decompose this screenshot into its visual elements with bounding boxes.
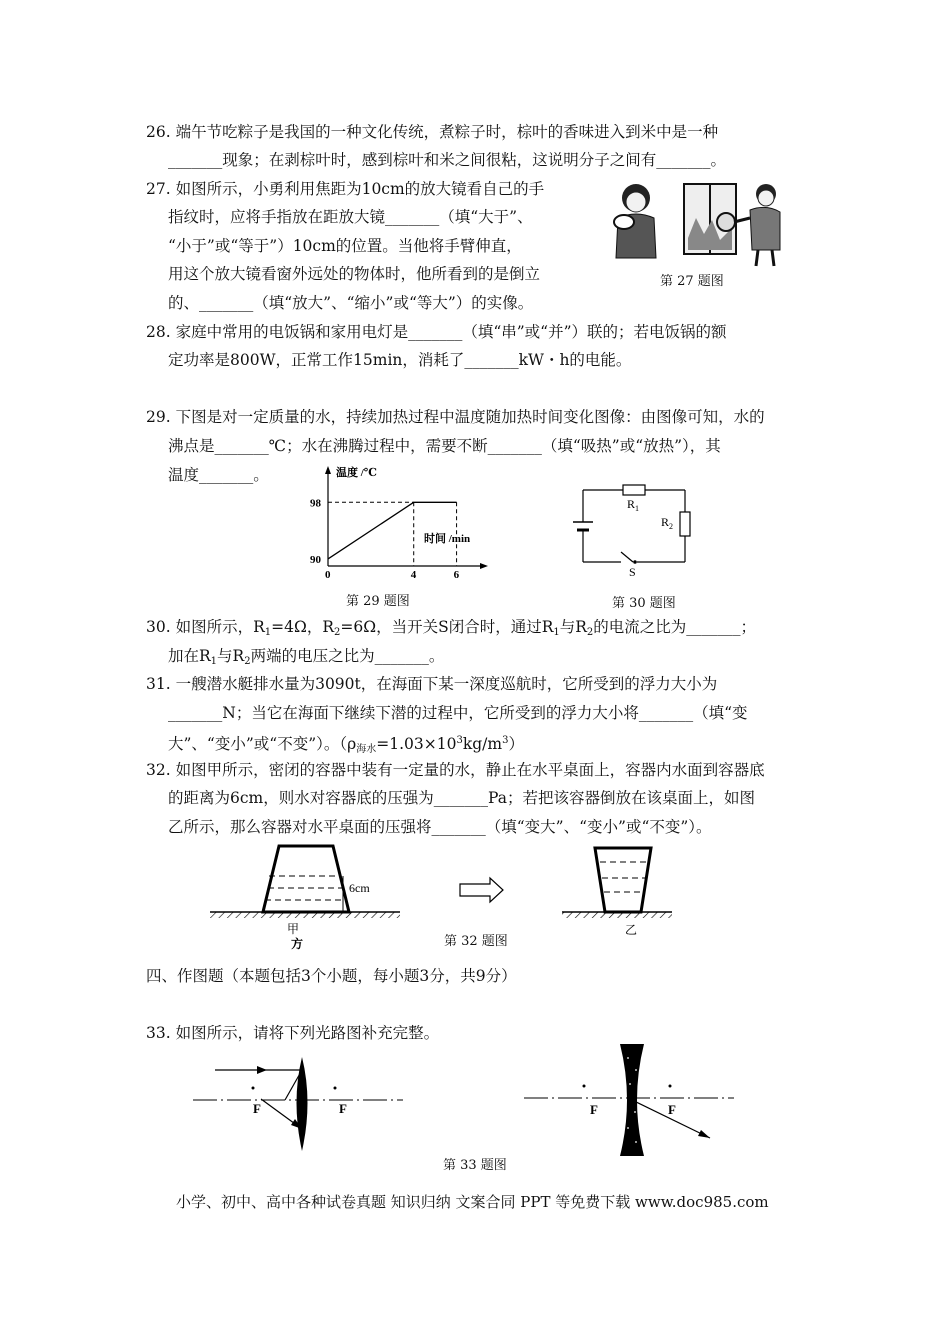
- q31-line-3: 大”、“变小”或“不变”）。$(\rho_{海水}=1.03\times 10^3kg/m^3)$: [168, 735, 524, 755]
- q29-line-2: 沸点是_______℃；水在沸腾过程中，需要不断_______（填“吸热”或“放热”），其: [168, 437, 721, 455]
- footer: 小学、初中、高中各种试卷真题 知识归纳 文案合同 PPT 等免费下载 www.doc985.com: [176, 1193, 769, 1211]
- container-jia: [263, 846, 349, 912]
- q27-line-5: 的、_______（填“放大”、“缩小”或“等大”）的实像。: [168, 294, 534, 312]
- focus-left: F: [590, 1102, 598, 1117]
- q26-line-1: 26. 端午节吃粽子是我国的一种文化传统，煮粽子时，棕叶的香味进入到米中是一种: [146, 123, 719, 141]
- q29-caption: 第 29 题图: [346, 594, 410, 609]
- series-line: [328, 502, 457, 559]
- section-4-heading: 四、作图题（本题包括3个小题，每小题3分，共9分）: [146, 967, 517, 985]
- q32-line-3: 乙所示，那么容器对水平桌面的压强将_______（填“变大”、“变小”或“不变”）。: [168, 818, 712, 836]
- q29-line-3: 温度_______。: [168, 466, 269, 484]
- q29-line-1: 29. 下图是对一定质量的水，持续加热过程中温度随加热时间变化图像：由图像可知，水的: [146, 408, 765, 426]
- q31-line-2: _______N；当它在海面下继续下潜的过程中，它所受到的浮力大小将_______（填“变: [168, 704, 748, 722]
- arrow-icon: [460, 878, 503, 902]
- q30-caption: 第 30 题图: [612, 596, 676, 611]
- y-tick-label: 90: [310, 553, 321, 566]
- y-tick-label: 98: [310, 497, 321, 510]
- label-r1: $R_1$: [627, 497, 640, 513]
- q28-line-1: 28. 家庭中常用的电饭锅和家用电灯是_______（填“串”或“并”）联的；若电饭锅的额: [146, 323, 727, 341]
- label-6cm: 6cm: [349, 881, 370, 895]
- q27-line-4: 用这个放大镜看窗外远处的物体时，他所看到的是倒立: [168, 265, 541, 283]
- r2-resistor: [680, 512, 690, 536]
- q28-line-2: 定功率是800W，正常工作15min，消耗了_______kW・h的电能。: [168, 351, 632, 369]
- q30-line-2: 加在$R_1$与$R_2$两端的电压之比为_______。: [168, 647, 445, 667]
- q32-figure: [205, 838, 675, 950]
- x-axis-arrow: [480, 563, 488, 569]
- r1-resistor: [623, 485, 645, 495]
- q27-illustration: [600, 178, 785, 268]
- label-jia: 甲: [287, 922, 300, 936]
- q33-caption: 第 33 题图: [443, 1158, 507, 1173]
- q27-caption: 第 27 题图: [660, 274, 724, 289]
- focus-right: F: [339, 1101, 347, 1116]
- q32-caption: 第 32 题图: [444, 934, 508, 949]
- q32-line-2: 的距离为6cm，则水对容器底的压强为_______Pa；若把该容器倒放在该桌面上，如图: [168, 789, 755, 807]
- label-fang: 方: [291, 937, 304, 950]
- q31-line-1: 31. 一艘潜水艇排水量为3090t，在海面下某一深度巡航时，它所受到的浮力大小为: [146, 675, 718, 693]
- x-tick-label: 0: [325, 569, 331, 580]
- q27-line-1: 27. 如图所示，小勇利用焦距为10cm的放大镜看自己的手: [146, 180, 545, 198]
- q30-line-1: 30. 如图所示，$R_1=4\Omega$，$R_2=6\Omega$，当开关S闭合时，通过$R_1$与$R_2$的电流之比为_______；: [146, 618, 757, 638]
- q26-line-2: _______现象；在剥棕叶时，感到棕叶和米之间很粘，这说明分子之间有_______。: [168, 151, 727, 169]
- q27-line-3: “小于”或“等于”）10cm的位置。当他将手臂伸直，: [168, 237, 522, 255]
- q30-circuit: [565, 482, 695, 578]
- x-tick-label: 4: [410, 569, 417, 580]
- q27-line-2: 指纹时，应将手指放在距放大镜_______（填“大于”、: [168, 208, 533, 226]
- switch-s: [621, 552, 633, 562]
- y-axis-arrow: [325, 466, 331, 474]
- q29-temperature-chart: [300, 462, 490, 580]
- focus-left: F: [253, 1101, 261, 1116]
- q33-line-1: 33. 如图所示，请将下列光路图补充完整。: [146, 1024, 440, 1042]
- q33-concave-lens-diagram: [520, 1042, 745, 1160]
- focus-right: F: [668, 1102, 676, 1117]
- label-yi: 乙: [625, 923, 638, 937]
- x-tick-label: 6: [453, 569, 460, 580]
- container-yi: [595, 848, 651, 912]
- x-axis-label: 时间 /min: [424, 533, 471, 545]
- q32-line-1: 32. 如图甲所示，密闭的容器中装有一定量的水，静止在水平桌面上，容器内水面到容器底: [146, 761, 765, 779]
- label-s: S: [629, 565, 636, 578]
- q33-convex-lens-diagram: [185, 1055, 415, 1160]
- y-axis-label: 温度 /℃: [336, 467, 377, 479]
- label-r2: $R_2$: [661, 515, 674, 531]
